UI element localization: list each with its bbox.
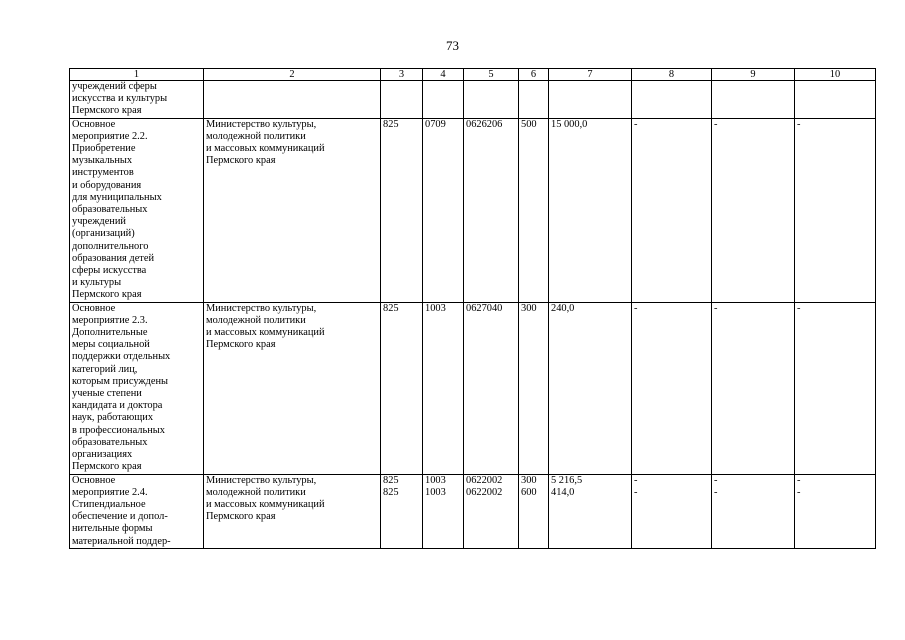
- cell-value: -: [797, 474, 801, 486]
- ministry-cell: Министерство культуры, молодежной политики и массовых коммуникаций Пермского края: [204, 118, 381, 302]
- value-cell-c10: [795, 302, 876, 474]
- cell-value: 825: [383, 486, 399, 498]
- value-cell-c8: [632, 302, 712, 474]
- column-header: 7: [549, 69, 632, 81]
- column-header: 1: [70, 69, 204, 81]
- value-cell-c8: [632, 118, 712, 302]
- value-cell-c4: [423, 474, 464, 548]
- cell-value: 0622002: [466, 486, 503, 498]
- value-cell-c9: [712, 474, 795, 548]
- cell-value: 1003: [425, 486, 446, 498]
- value-cell-c10: [795, 118, 876, 302]
- value-cell-c3: [381, 81, 423, 119]
- ministry-cell: Министерство культуры, молодежной политики и массовых коммуникаций Пермского края: [204, 302, 381, 474]
- value-cell-c5: [464, 118, 519, 302]
- value-cell-c7: [549, 118, 632, 302]
- column-header: 2: [204, 69, 381, 81]
- activity-cell: Основное мероприятие 2.2. Приобретение музыкальных инструментов и оборудования для муниципальных образовательных учреждений (организаций) дополнительного образования детей сферы искусства и культуры Пермского края: [70, 118, 204, 302]
- value-cell-c7: [549, 81, 632, 119]
- column-header: 9: [712, 69, 795, 81]
- cell-value: 300: [521, 474, 537, 486]
- budget-table: [69, 68, 876, 549]
- value-cell-c6: [519, 474, 549, 548]
- value-cell-c10: [795, 81, 876, 119]
- activity-cell: Основное мероприятие 2.4. Стипендиальное обеспечение и допол- нительные формы материальной поддер-: [70, 474, 204, 548]
- value-cell-c9: [712, 302, 795, 474]
- value-cell-c6: [519, 302, 549, 474]
- table-row: [70, 474, 876, 548]
- cell-value: 414,0: [551, 486, 575, 498]
- cell-value: -: [634, 486, 638, 498]
- cell-value: 0626206: [466, 118, 503, 130]
- activity-cell: Основное мероприятие 2.3. Дополнительные меры социальной поддержки отдельных категорий лиц, которым присуждены ученые степени кандидата и доктора наук, работающих в профессиональных образовательных организациях Пермского края: [70, 302, 204, 474]
- cell-value: -: [714, 118, 718, 130]
- value-cell-c3: [381, 302, 423, 474]
- column-header: 5: [464, 69, 519, 81]
- value-cell-c9: [712, 81, 795, 119]
- cell-value: 0709: [425, 118, 446, 130]
- cell-value: 500: [521, 118, 537, 130]
- value-cell-c5: [464, 302, 519, 474]
- value-cell-c3: [381, 118, 423, 302]
- cell-value: -: [634, 118, 638, 130]
- value-cell-c7: [549, 302, 632, 474]
- cell-value: -: [797, 302, 801, 314]
- cell-value: 240,0: [551, 302, 575, 314]
- cell-value: 600: [521, 486, 537, 498]
- cell-value: 825: [383, 302, 399, 314]
- table-row: [70, 302, 876, 474]
- table-row: [70, 81, 876, 119]
- page-number: 73: [446, 38, 459, 53]
- table-row: [70, 118, 876, 302]
- value-cell-c4: [423, 302, 464, 474]
- ministry-cell: [204, 81, 381, 119]
- cell-value: 825: [383, 474, 399, 486]
- value-cell-c4: [423, 118, 464, 302]
- column-header: 4: [423, 69, 464, 81]
- cell-value: 5 216,5: [551, 474, 583, 486]
- value-cell-c6: [519, 81, 549, 119]
- ministry-cell: Министерство культуры, молодежной политики и массовых коммуникаций Пермского края: [204, 474, 381, 548]
- cell-value: -: [797, 486, 801, 498]
- column-header: 8: [632, 69, 712, 81]
- value-cell-c4: [423, 81, 464, 119]
- value-cell-c5: [464, 81, 519, 119]
- cell-value: 825: [383, 118, 399, 130]
- cell-value: 0627040: [466, 302, 503, 314]
- value-cell-c9: [712, 118, 795, 302]
- value-cell-c7: [549, 474, 632, 548]
- cell-value: 0622002: [466, 474, 503, 486]
- cell-value: 1003: [425, 474, 446, 486]
- column-header: 6: [519, 69, 549, 81]
- cell-value: -: [714, 474, 718, 486]
- cell-value: 15 000,0: [551, 118, 588, 130]
- column-header: 3: [381, 69, 423, 81]
- header-row: [70, 69, 876, 81]
- cell-value: -: [714, 302, 718, 314]
- value-cell-c6: [519, 118, 549, 302]
- cell-value: -: [714, 486, 718, 498]
- value-cell-c8: [632, 81, 712, 119]
- cell-value: 300: [521, 302, 537, 314]
- value-cell-c8: [632, 474, 712, 548]
- value-cell-c10: [795, 474, 876, 548]
- value-cell-c3: [381, 474, 423, 548]
- cell-value: -: [797, 118, 801, 130]
- column-header: 10: [795, 69, 876, 81]
- activity-cell: учреждений сферы искусства и культуры Пермского края: [70, 81, 204, 119]
- value-cell-c5: [464, 474, 519, 548]
- cell-value: -: [634, 302, 638, 314]
- cell-value: -: [634, 474, 638, 486]
- cell-value: 1003: [425, 302, 446, 314]
